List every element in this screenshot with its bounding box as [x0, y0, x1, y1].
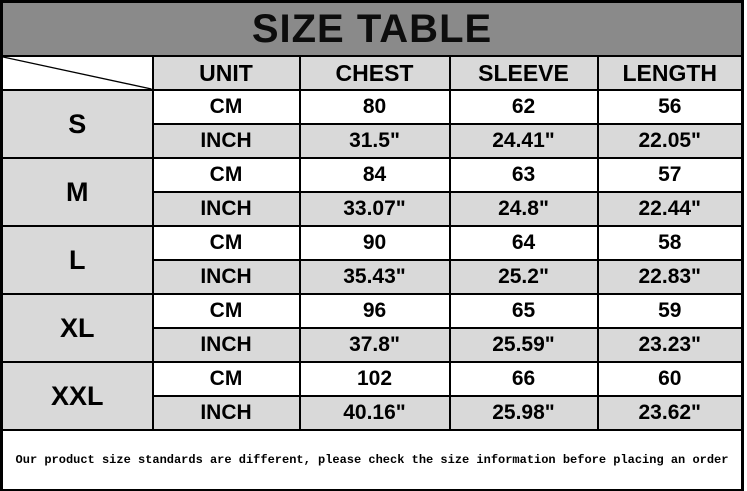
length-value: 58	[598, 226, 743, 260]
sleeve-value: 25.98"	[450, 396, 598, 430]
length-value: 23.62"	[598, 396, 743, 430]
sleeve-value: 25.2"	[450, 260, 598, 294]
chest-value: 37.8"	[300, 328, 450, 362]
unit-label: CM	[153, 90, 300, 124]
title-row	[2, 2, 743, 57]
unit-label: CM	[153, 158, 300, 192]
table-row-xl-cm	[2, 294, 743, 328]
chest-value: 40.16"	[300, 396, 450, 430]
unit-label: INCH	[153, 396, 300, 430]
sleeve-value: 65	[450, 294, 598, 328]
length-value: 22.83"	[598, 260, 743, 294]
sleeve-value: 63	[450, 158, 598, 192]
unit-label: CM	[153, 226, 300, 260]
footer-row	[2, 430, 743, 491]
diagonal-line-icon	[3, 57, 152, 89]
diagonal-header-cell	[2, 56, 153, 90]
length-value: 59	[598, 294, 743, 328]
sleeve-value: 24.8"	[450, 192, 598, 226]
chest-value: 84	[300, 158, 450, 192]
unit-label: INCH	[153, 192, 300, 226]
table-row-l-cm	[2, 226, 743, 260]
length-value: 22.44"	[598, 192, 743, 226]
chest-value: 90	[300, 226, 450, 260]
footer-note: Our product size standards are different, please check the size information before placing an order	[2, 430, 743, 491]
unit-label: INCH	[153, 260, 300, 294]
sleeve-value: 64	[450, 226, 598, 260]
chest-value: 96	[300, 294, 450, 328]
table-row-m-cm	[2, 158, 743, 192]
column-header-unit: UNIT	[153, 56, 300, 90]
unit-label: INCH	[153, 328, 300, 362]
length-value: 56	[598, 90, 743, 124]
table-row-s-cm	[2, 90, 743, 124]
unit-label: INCH	[153, 124, 300, 158]
sleeve-value: 62	[450, 90, 598, 124]
column-header-chest: CHEST	[300, 56, 450, 90]
column-header-length: LENGTH	[598, 56, 743, 90]
page-title: SIZE TABLE	[2, 2, 743, 57]
unit-label: CM	[153, 294, 300, 328]
length-value: 60	[598, 362, 743, 396]
chest-value: 102	[300, 362, 450, 396]
size-label-l: L	[2, 226, 153, 294]
chest-value: 31.5"	[300, 124, 450, 158]
size-label-xxl: XXL	[2, 362, 153, 430]
size-label-m: M	[2, 158, 153, 226]
sleeve-value: 24.41"	[450, 124, 598, 158]
chest-value: 35.43"	[300, 260, 450, 294]
size-label-s: S	[2, 90, 153, 158]
chest-value: 33.07"	[300, 192, 450, 226]
length-value: 22.05"	[598, 124, 743, 158]
sleeve-value: 25.59"	[450, 328, 598, 362]
sleeve-value: 66	[450, 362, 598, 396]
header-row	[2, 56, 743, 90]
table-row-xxl-cm	[2, 362, 743, 396]
column-header-sleeve: SLEEVE	[450, 56, 598, 90]
chest-value: 80	[300, 90, 450, 124]
unit-label: CM	[153, 362, 300, 396]
length-value: 57	[598, 158, 743, 192]
size-label-xl: XL	[2, 294, 153, 362]
length-value: 23.23"	[598, 328, 743, 362]
